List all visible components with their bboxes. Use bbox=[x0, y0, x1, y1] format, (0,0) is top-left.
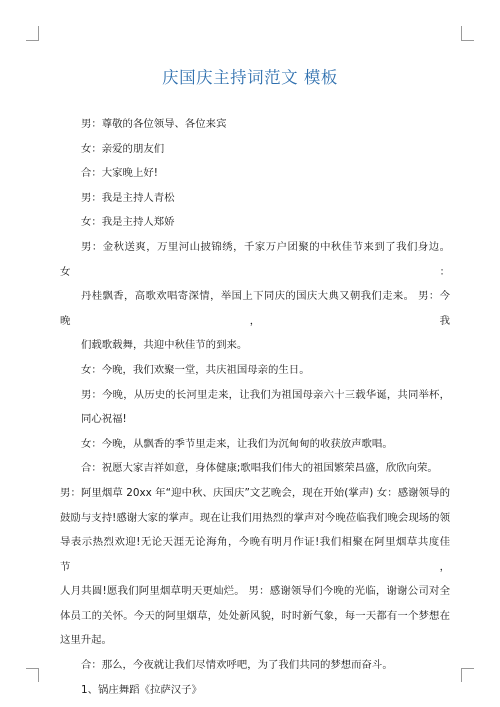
paragraph-line: 这里升起。 bbox=[60, 634, 112, 647]
paragraph-line: 男：尊敬的各位领导、各位来宾 bbox=[81, 118, 227, 130]
paragraph bbox=[60, 137, 450, 162]
paragraph-line: 女：我是主持人郑娇 bbox=[81, 216, 175, 229]
crop-mark-top-left-v bbox=[38, 26, 39, 40]
paragraph-line: 合：祝愿大家吉祥如意，身体健康;歌唱我们伟大的祖国繁荣昌盛，欣欣向荣。 bbox=[81, 462, 438, 475]
paragraph bbox=[60, 432, 450, 457]
crop-mark-top-right-h bbox=[461, 40, 474, 41]
paragraph-line: 人月共圆!愿我们阿里烟草明天更灿烂。 男：感谢领导们今晚的光临，谢谢公司对全 bbox=[60, 585, 450, 598]
paragraph bbox=[60, 235, 450, 358]
paragraph bbox=[60, 186, 450, 211]
paragraph bbox=[60, 456, 450, 481]
crop-mark-top-left-h bbox=[26, 40, 39, 41]
paragraph-line: 鼓励与支持!感谢大家的掌声。现在让我们用热烈的掌声对今晚莅临我们晚会现场的领 bbox=[60, 511, 450, 524]
document-body bbox=[60, 112, 450, 702]
paragraph bbox=[60, 383, 450, 432]
crop-mark-bottom-left-h bbox=[26, 668, 39, 669]
paragraph-line: 1、锅庄舞蹈《拉萨汉子》 bbox=[81, 683, 202, 696]
paragraph-line: 同心祝福! bbox=[81, 413, 127, 426]
paragraph bbox=[60, 481, 450, 653]
paragraph-line: 女：今晚，从飘香的季节里走来，让我们为沉甸甸的收获放声歌唱。 bbox=[81, 437, 393, 450]
paragraph bbox=[60, 358, 450, 383]
paragraph bbox=[60, 210, 450, 235]
paragraph-line: 体员工的关怀。今天的阿里烟草，处处新风貌，时时新气象，每一天都有一个梦想在 bbox=[60, 609, 450, 622]
paragraph bbox=[60, 678, 450, 703]
paragraph-line: 女：亲爱的朋友们 bbox=[81, 142, 165, 155]
paragraph-line: 男：金秋送爽，万里河山披锦绣，千家万户团聚的中秋佳节来到了我们身边。 女： bbox=[60, 240, 450, 278]
crop-mark-bottom-right-h bbox=[461, 668, 474, 669]
paragraph-line: 们载歌载舞，共迎中秋佳节的到来。 bbox=[81, 339, 248, 352]
paragraph-line: 合：那么，今夜就让我们尽情欢呼吧，为了我们共同的梦想而奋斗。 bbox=[81, 659, 393, 672]
paragraph-line: 男：阿里烟草 20xx 年“迎中秋、庆国庆”文艺晚会，现在开始(掌声) 女：感谢领导的 bbox=[60, 486, 450, 499]
paragraph bbox=[60, 161, 450, 186]
paragraph-line: 丹桂飘香，高歌欢唱寄深情，举国上下同庆的国庆大典又朝我们走来。 男：今晚，我 bbox=[60, 290, 450, 327]
crop-mark-top-right-v bbox=[461, 26, 462, 40]
paragraph-line: 男：我是主持人青松 bbox=[81, 191, 175, 204]
paragraph-line: 男：今晚，从历史的长河里走来，让我们为祖国母亲六十三载华诞，共同举杯， bbox=[81, 388, 450, 401]
paragraph-line: 女：今晚，我们欢聚一堂，共庆祖国母亲的生日。 bbox=[81, 363, 310, 376]
paragraph-line: 导表示热烈欢迎!无论天涯无论海角，今晚有明月作证!我们相聚在阿里烟草共度佳节， bbox=[60, 536, 450, 573]
paragraph bbox=[60, 112, 450, 137]
document-title: 庆国庆主持词范文 模板 bbox=[162, 68, 338, 87]
paragraph bbox=[60, 653, 450, 678]
crop-mark-bottom-left-v bbox=[38, 668, 39, 682]
crop-mark-bottom-right-v bbox=[461, 668, 462, 682]
paragraph-line: 合：大家晚上好! bbox=[81, 167, 158, 180]
